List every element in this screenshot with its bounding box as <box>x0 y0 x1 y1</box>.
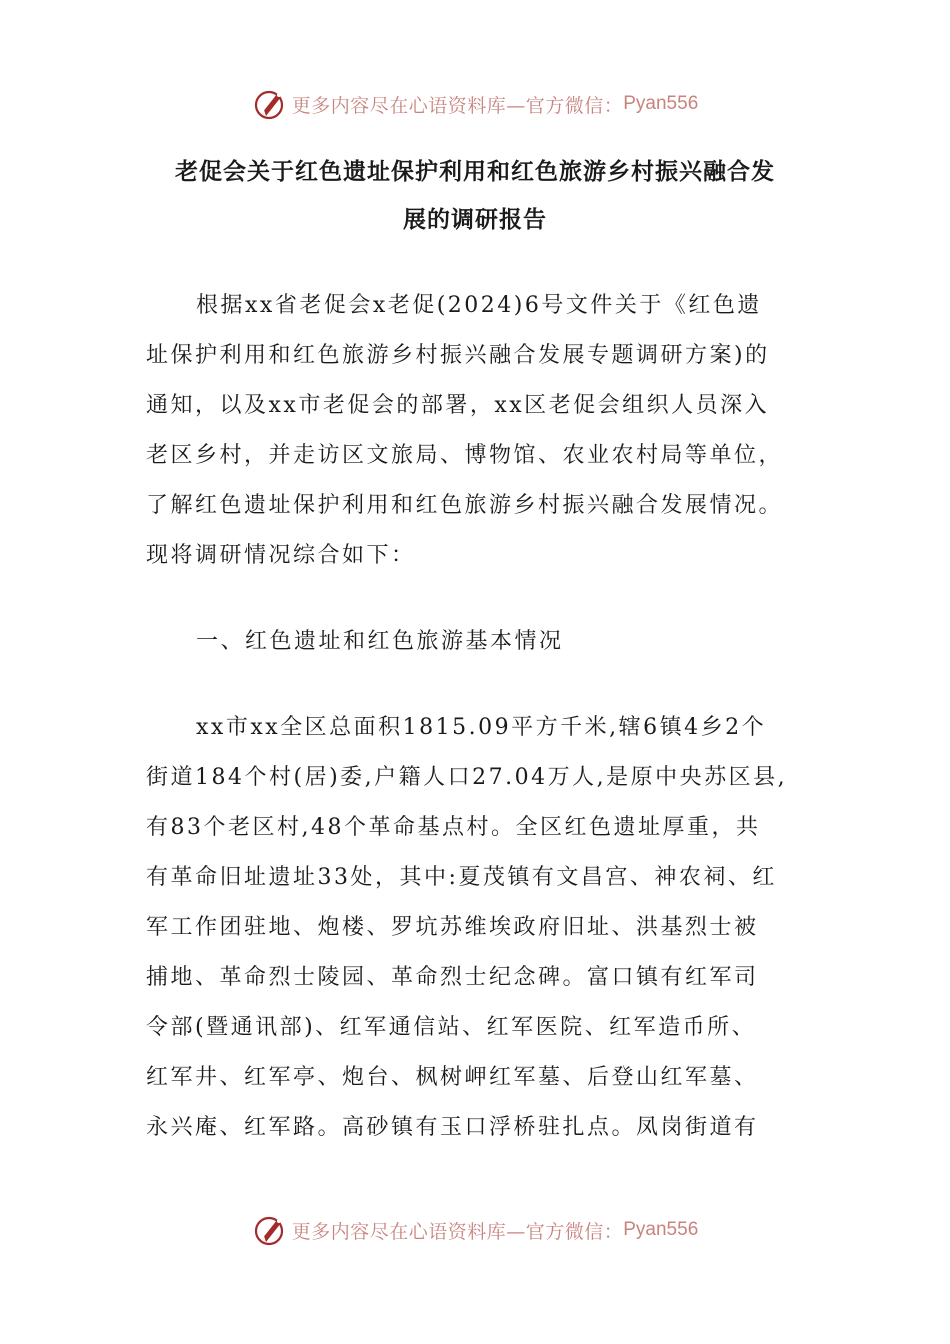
paragraph-intro <box>146 281 826 581</box>
text-line: 有革命旧址遗址33处，其中:夏茂镇有文昌宫、神农祠、红 <box>146 865 777 890</box>
paragraph-overview <box>146 703 826 1153</box>
document-body <box>146 281 826 1153</box>
text-line: 红军井、红军亭、炮台、枫树岬红军墓、后登山红军墓、 <box>146 1065 759 1090</box>
text-line: 现将调研情况综合如下： <box>146 543 416 568</box>
title-line: 老促会关于红色遗址保护利用和红色旅游乡村振兴融合发 <box>175 159 775 185</box>
text-line: 街道184个村(居)委,户籍人口27.04万人,是原中央苏区县, <box>146 765 788 790</box>
banner-text: 更多内容尽在心语资料库—官方微信： <box>291 1220 624 1243</box>
banner-text: 更多内容尽在心语资料库—官方微信： <box>291 94 624 117</box>
text-line: 根据xx省老促会x老促(2024)6号文件关于《红色遗 <box>196 293 762 318</box>
pen-logo-icon <box>252 86 288 122</box>
text-line: 通知，以及xx市老促会的部署，xx区老促会组织人员深入 <box>146 393 770 418</box>
title-line: 展的调研报告 <box>403 207 547 233</box>
banner-wechat-id: Pyan556 <box>623 1219 699 1240</box>
footer-watermark-banner <box>0 1210 950 1250</box>
text-line: 有83个老区村,48个革命基点村。全区红色遗址厚重，共 <box>146 815 761 840</box>
text-line: xx市xx全区总面积1815.09平方千米,辖6镇4乡2个 <box>196 715 767 740</box>
section-heading: 一、红色遗址和红色旅游基本情况 <box>196 629 564 654</box>
text-line: 永兴庵、红军路。高砂镇有玉口浮桥驻扎点。凤岗街道有 <box>146 1115 759 1140</box>
text-line: 址保护利用和红色旅游乡村振兴融合发展专题调研方案)的 <box>146 343 770 368</box>
banner-wechat-id: Pyan556 <box>623 93 699 114</box>
text-line: 军工作团驻地、炮楼、罗坑苏维埃政府旧址、洪基烈士被 <box>146 915 759 940</box>
pen-logo-icon <box>252 1212 288 1248</box>
document-title <box>120 148 830 244</box>
text-line: 捕地、革命烈士陵园、革命烈士纪念碑。富口镇有红军司 <box>146 965 759 990</box>
header-watermark-banner <box>0 84 950 124</box>
text-line: 令部(暨通讯部)、红军通信站、红军医院、红军造币所、 <box>146 1015 757 1040</box>
text-line: 了解红色遗址保护利用和红色旅游乡村振兴融合发展情况。 <box>146 493 784 518</box>
text-line: 老区乡村，并走访区文旅局、博物馆、农业农村局等单位， <box>146 443 784 468</box>
